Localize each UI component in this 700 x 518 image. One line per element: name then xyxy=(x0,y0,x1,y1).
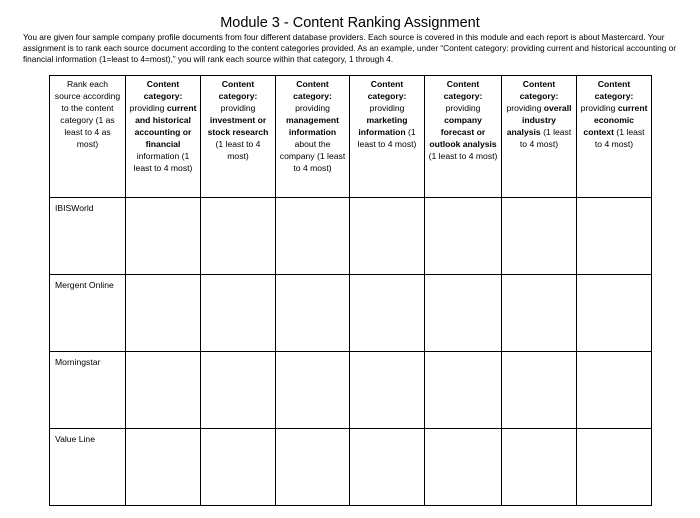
category-header xyxy=(126,76,201,198)
ranking-cell[interactable] xyxy=(502,275,577,352)
category-lead: Content category: xyxy=(443,79,483,101)
category-focus: overall industry analysis xyxy=(506,103,572,137)
ranking-cell[interactable] xyxy=(201,429,276,506)
category-mid: providing xyxy=(506,103,542,113)
category-tail: (1 least to 4 most) xyxy=(215,139,261,161)
category-tail: information (1 least to 4 most) xyxy=(133,151,193,173)
ranking-cell[interactable] xyxy=(425,275,502,352)
ranking-cell[interactable] xyxy=(276,198,350,275)
category-header xyxy=(502,76,577,198)
category-mid: providing xyxy=(445,103,481,113)
category-header xyxy=(201,76,276,198)
category-tail: (1 least to 4 most) xyxy=(519,127,572,149)
ranking-cell[interactable] xyxy=(126,275,201,352)
category-header xyxy=(276,76,350,198)
table-row xyxy=(50,275,652,352)
corner-header: Rank each source according to the content category (1 as least to 4 as most) xyxy=(50,76,126,198)
table-row xyxy=(50,352,652,429)
category-focus: current and historical accounting or financial xyxy=(134,103,197,149)
category-focus: company forecast or outlook analysis xyxy=(429,115,497,149)
ranking-cell[interactable] xyxy=(201,198,276,275)
category-focus: marketing information xyxy=(358,115,408,137)
category-tail: (1 least to 4 most) xyxy=(357,127,417,149)
ranking-cell[interactable] xyxy=(350,275,425,352)
ranking-cell[interactable] xyxy=(201,352,276,429)
category-focus: management information xyxy=(285,115,339,137)
ranking-cell[interactable] xyxy=(425,429,502,506)
category-lead: Content category: xyxy=(143,79,183,101)
source-name: Value Line xyxy=(50,429,126,506)
ranking-cell[interactable] xyxy=(577,429,652,506)
ranking-cell[interactable] xyxy=(276,275,350,352)
ranking-cell[interactable] xyxy=(502,429,577,506)
category-lead: Content category: xyxy=(218,79,258,101)
category-tail: (1 least to 4 most) xyxy=(594,127,645,149)
category-tail: (1 least to 4 most) xyxy=(428,151,498,161)
ranking-cell[interactable] xyxy=(502,352,577,429)
category-lead: Content category: xyxy=(367,79,407,101)
ranking-cell[interactable] xyxy=(577,275,652,352)
category-tail: about the company (1 least to 4 most) xyxy=(279,139,346,173)
ranking-table xyxy=(49,75,652,506)
ranking-cell[interactable] xyxy=(577,198,652,275)
ranking-cell[interactable] xyxy=(350,352,425,429)
table-row xyxy=(50,429,652,506)
category-header xyxy=(350,76,425,198)
source-name: IBISWorld xyxy=(50,198,126,275)
category-mid: providing xyxy=(580,103,616,113)
table-row xyxy=(50,198,652,275)
source-name: Morningstar xyxy=(50,352,126,429)
ranking-cell[interactable] xyxy=(126,198,201,275)
ranking-cell[interactable] xyxy=(126,352,201,429)
category-lead: Content category: xyxy=(293,79,332,101)
source-name: Mergent Online xyxy=(50,275,126,352)
ranking-cell[interactable] xyxy=(502,198,577,275)
ranking-cell[interactable] xyxy=(425,198,502,275)
category-focus: investment or stock research xyxy=(207,115,269,137)
ranking-cell[interactable] xyxy=(350,198,425,275)
category-mid: providing xyxy=(220,103,256,113)
ranking-cell[interactable] xyxy=(276,429,350,506)
category-mid: providing xyxy=(369,103,405,113)
ranking-cell[interactable] xyxy=(276,352,350,429)
header-row xyxy=(50,76,652,198)
category-mid: providing xyxy=(295,103,330,113)
category-focus: current economic context xyxy=(583,103,648,137)
category-lead: Content category: xyxy=(594,79,634,101)
ranking-cell[interactable] xyxy=(201,275,276,352)
ranking-cell[interactable] xyxy=(126,429,201,506)
category-header xyxy=(425,76,502,198)
category-mid: providing xyxy=(129,103,165,113)
category-lead: Content category: xyxy=(519,79,559,101)
page-title: Module 3 - Content Ranking Assignment xyxy=(220,15,480,31)
ranking-cell[interactable] xyxy=(425,352,502,429)
ranking-cell[interactable] xyxy=(577,352,652,429)
instructions-paragraph: You are given four sample company profile documents from four different database providers. Each source is covered in this module and each report is about Mastercard. Your assignment is to rank each source document according to the content categories provided. As an example, under “Content category: providing current and historical accounting or financial information (1=least to 4=most),” you will rank each source within that category, 1 through 4. xyxy=(23,32,677,65)
ranking-cell[interactable] xyxy=(350,429,425,506)
category-header xyxy=(577,76,652,198)
